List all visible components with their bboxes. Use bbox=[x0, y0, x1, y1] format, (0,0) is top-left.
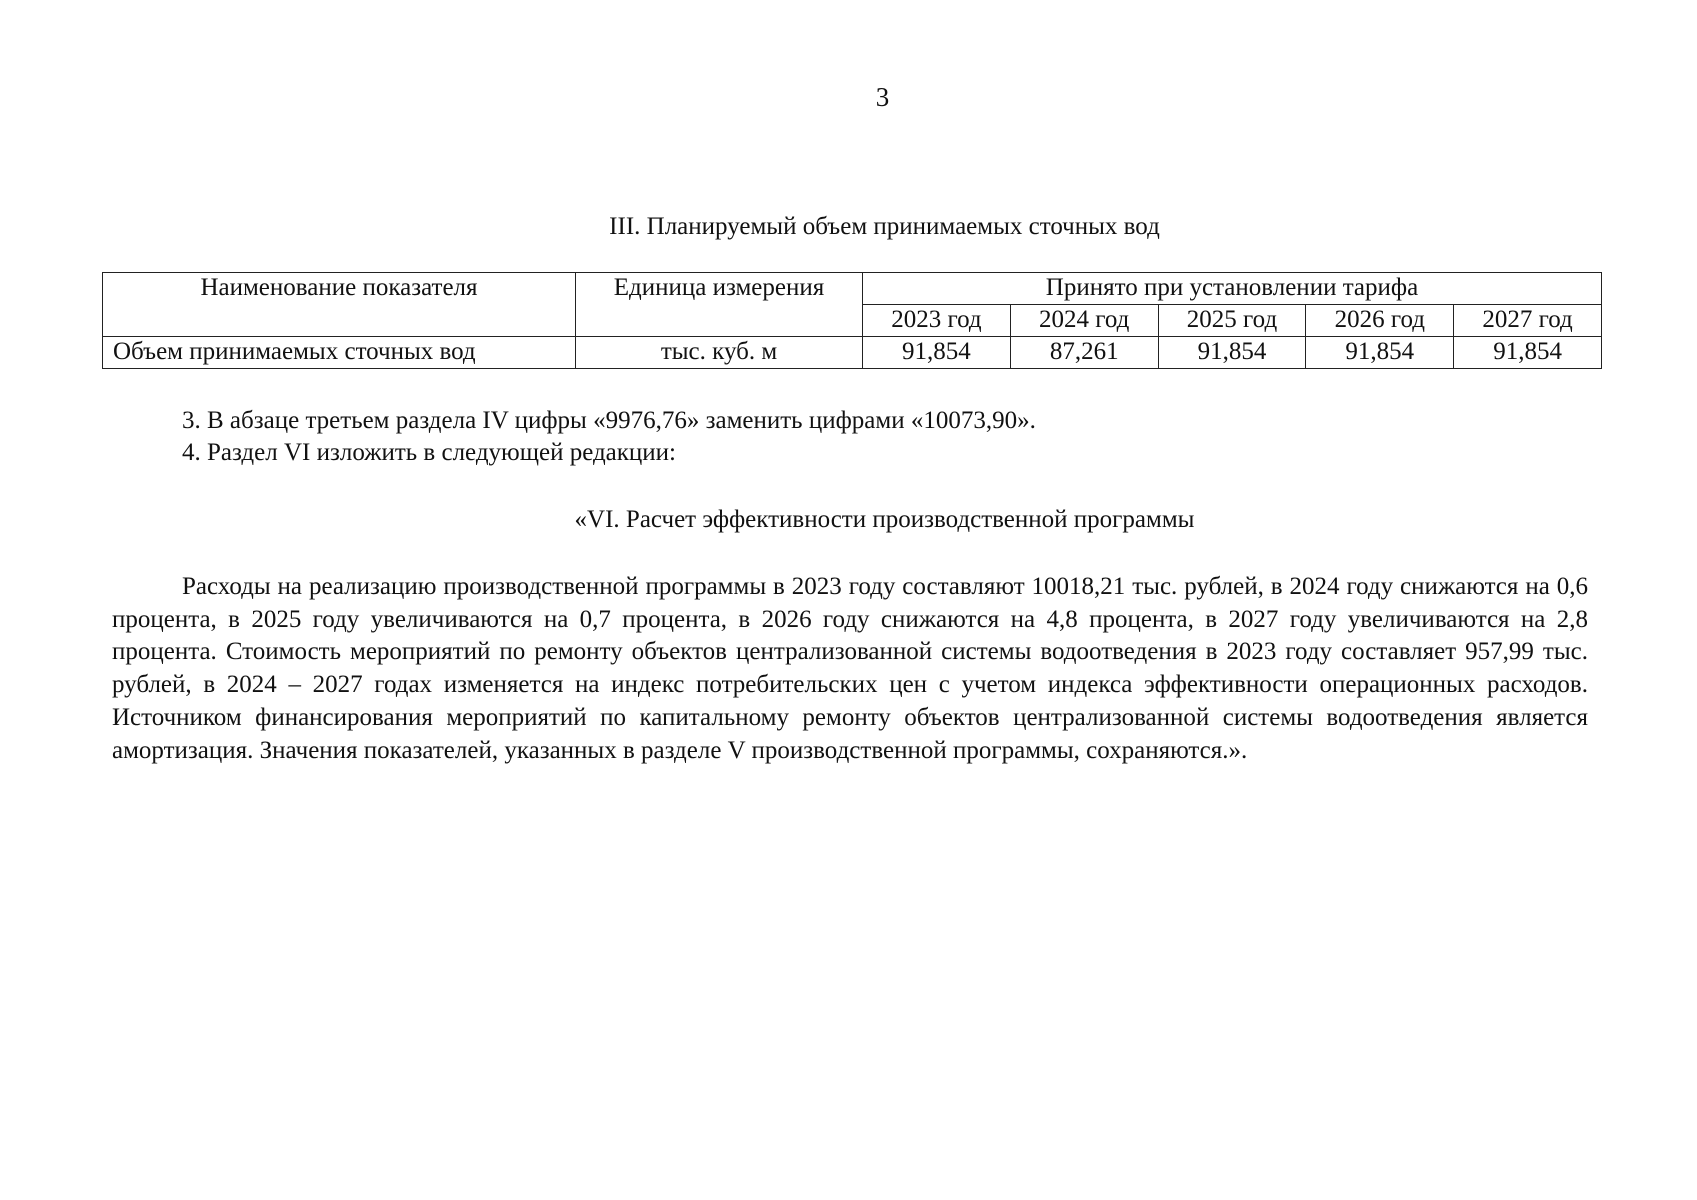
row-value: 87,261 bbox=[1010, 337, 1158, 369]
item-3-paragraph: 3. В абзаце третьем раздела IV цифры «9976,76» заменить цифрами «10073,90». bbox=[182, 407, 1036, 434]
header-indicator-name: Наименование показателя bbox=[103, 273, 576, 337]
item-4-paragraph: 4. Раздел VI изложить в следующей редакции: bbox=[182, 439, 677, 466]
row-unit: тыс. куб. м bbox=[576, 337, 863, 369]
wastewater-volume-table bbox=[102, 272, 1602, 369]
table-row bbox=[103, 337, 1602, 369]
section-6-title: «VI. Расчет эффективности производственной программы bbox=[574, 506, 1195, 533]
header-unit: Единица измерения bbox=[576, 273, 863, 337]
row-value: 91,854 bbox=[1158, 337, 1306, 369]
header-year: 2026 год bbox=[1306, 305, 1454, 337]
header-year: 2023 год bbox=[863, 305, 1011, 337]
row-value: 91,854 bbox=[863, 337, 1011, 369]
row-value: 91,854 bbox=[1454, 337, 1602, 369]
header-year: 2024 год bbox=[1010, 305, 1158, 337]
row-value: 91,854 bbox=[1306, 337, 1454, 369]
page-number: 3 bbox=[875, 82, 890, 112]
table-header-row bbox=[103, 273, 1602, 305]
header-tariff-group: Принято при установлении тарифа bbox=[863, 273, 1602, 305]
section-6-body: Расходы на реализацию производственной программы в 2023 году составляют 10018,21 тыс. рублей, в 2024 году снижаются на 0,6 процента, в 2025 году увеличиваются на 0,7 процента, в 2026 году снижаются на 4,8 процента, в 2027 году увеличиваются на 2,8 процента. Стоимость мероприятий по ремонту объектов централизованной системы водоотведения в 2023 году составляет 957,99 тыс. рублей, в 2024 – 2027 годах изменяется на индекс потребительских цен с учетом индекса эффективности операционных расходов. Источником финансирования мероприятий по капитальному ремонту объектов централизованной системы водоотведения является амортизация. Значения показателей, указанных в разделе V производственной программы, сохраняются.». bbox=[112, 573, 1588, 764]
header-year: 2025 год bbox=[1158, 305, 1306, 337]
header-year: 2027 год bbox=[1454, 305, 1602, 337]
row-indicator-name: Объем принимаемых сточных вод bbox=[103, 337, 576, 369]
section-3-title: III. Планируемый объем принимаемых сточных вод bbox=[609, 213, 1160, 240]
